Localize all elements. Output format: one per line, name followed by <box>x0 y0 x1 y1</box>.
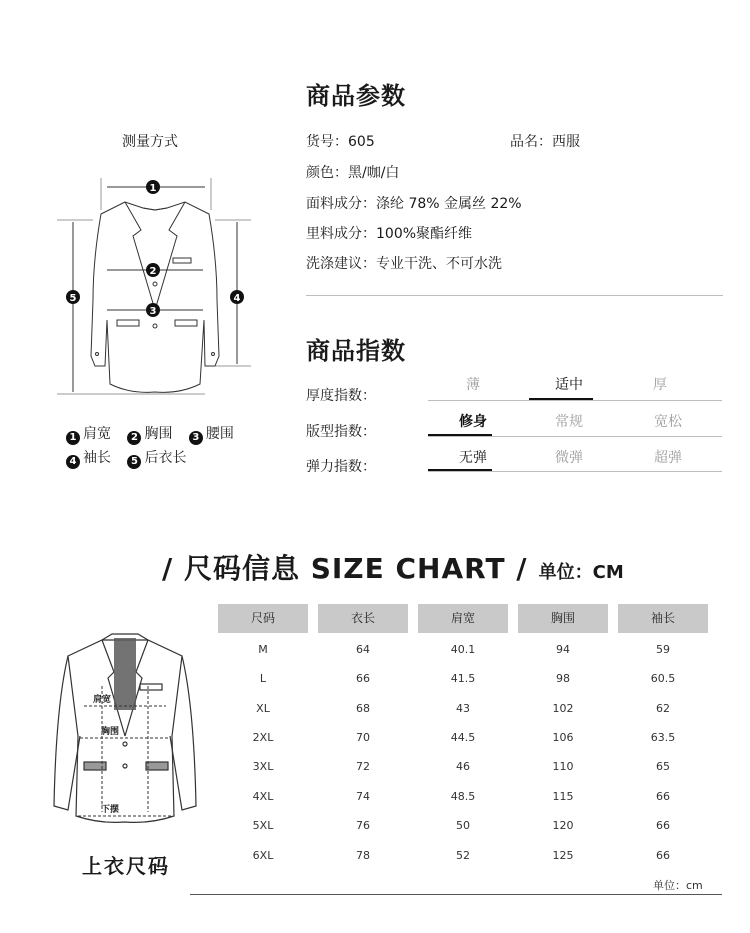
table-cell: 120 <box>552 819 574 832</box>
legend-label: 腰围 <box>205 426 234 442</box>
table-cell: 50 <box>456 819 470 832</box>
legend-item <box>189 426 234 442</box>
table-cell: 66 <box>656 819 670 832</box>
table-cell: 66 <box>356 672 370 685</box>
table-cell: 64 <box>356 643 370 656</box>
diagram-label-shoulder: 肩宽 <box>92 695 112 705</box>
table-header: 胸围 <box>518 604 608 633</box>
size-chart-unit: 单位：CM <box>538 562 624 583</box>
diagram-num-4: 4 <box>233 293 241 304</box>
table-unit-note: 单位：cm <box>653 879 703 892</box>
table-header: 衣长 <box>318 604 408 633</box>
table-cell: 115 <box>552 790 574 803</box>
table-cell: 68 <box>356 702 370 715</box>
legend-num: 3 <box>189 431 203 445</box>
table-cell: 48.5 <box>450 790 476 803</box>
table-cell: 44.5 <box>450 731 476 744</box>
legend-label: 胸围 <box>144 426 173 442</box>
table-cell: 70 <box>356 731 370 744</box>
index-divider <box>428 400 722 401</box>
legend-item <box>127 450 186 466</box>
table-cell: 78 <box>356 849 370 862</box>
diagram-num-1: 1 <box>149 183 157 194</box>
param-color <box>306 162 399 182</box>
table-cell: 4XL <box>252 790 274 803</box>
param-label: 颜色： <box>306 165 348 181</box>
index-label-elasticity: 弹力指数： <box>306 459 376 475</box>
index-option: 常规 <box>555 414 583 430</box>
legend-item <box>127 426 172 442</box>
table-cell: 62 <box>656 702 670 715</box>
index-option: 宽松 <box>654 414 682 430</box>
legend-num: 1 <box>66 431 80 445</box>
table-cell: 2XL <box>252 731 274 744</box>
table-cell: M <box>258 643 268 656</box>
table-cell: 110 <box>552 760 574 773</box>
table-cell: 52 <box>456 849 470 862</box>
table-cell: 59 <box>656 643 670 656</box>
param-sku <box>306 131 375 151</box>
table-cell: 5XL <box>252 819 274 832</box>
param-label: 品名： <box>510 134 552 150</box>
diagram-num-2: 2 <box>149 266 157 277</box>
table-cell: 102 <box>552 702 574 715</box>
param-label: 里料成分： <box>306 226 376 242</box>
params-title: 商品参数 <box>306 82 406 110</box>
upper-suit-diagram <box>50 626 200 826</box>
param-label: 货号： <box>306 134 348 150</box>
table-cell: L <box>259 672 267 685</box>
param-lining <box>306 223 472 243</box>
legend-item <box>66 426 111 442</box>
param-label: 面料成分： <box>306 196 376 212</box>
measure-legend-row1 <box>66 423 246 445</box>
table-cell: 72 <box>356 760 370 773</box>
upper-size-label: 上衣尺码 <box>82 854 170 878</box>
legend-num: 4 <box>66 455 80 469</box>
param-name <box>510 131 580 151</box>
diagram-label-chest: 胸围 <box>100 727 120 737</box>
diagram-num-5: 5 <box>69 293 77 304</box>
index-option-selected: 修身 <box>459 414 487 430</box>
table-cell: 65 <box>656 760 670 773</box>
table-cell: 41.5 <box>450 672 476 685</box>
table-cell: 63.5 <box>650 731 676 744</box>
legend-label: 后衣长 <box>144 450 187 466</box>
param-value: 涤纶 78% 金属丝 22% <box>376 196 522 212</box>
indices-title: 商品指数 <box>306 337 406 365</box>
diagram-num-3: 3 <box>149 306 157 317</box>
table-header: 肩宽 <box>418 604 508 633</box>
params-divider <box>306 295 723 296</box>
table-cell: 43 <box>456 702 470 715</box>
table-cell: 46 <box>456 760 470 773</box>
index-option: 厚 <box>653 377 667 393</box>
table-cell: 94 <box>556 643 570 656</box>
table-cell: 40.1 <box>450 643 476 656</box>
table-cell: 125 <box>552 849 574 862</box>
param-value: 黑/咖/白 <box>348 165 400 181</box>
table-cell: 66 <box>656 849 670 862</box>
index-option: 微弹 <box>555 450 583 466</box>
index-option: 超弹 <box>654 450 682 466</box>
legend-label: 肩宽 <box>83 426 111 442</box>
param-wash <box>306 253 502 273</box>
table-cell: 6XL <box>252 849 274 862</box>
legend-num: 2 <box>127 431 141 445</box>
param-value: 605 <box>348 134 375 150</box>
table-cell: 76 <box>356 819 370 832</box>
diagram-label-hem: 下摆 <box>100 805 120 815</box>
index-label-thickness: 厚度指数： <box>306 388 376 404</box>
measure-title: 测量方式 <box>122 134 178 150</box>
param-value: 100%聚酯纤维 <box>376 226 473 242</box>
legend-item <box>66 450 111 466</box>
size-chart-heading <box>162 547 624 587</box>
param-value: 西服 <box>552 134 580 150</box>
index-divider <box>428 436 722 437</box>
index-divider <box>428 471 722 472</box>
table-cell: XL <box>256 702 270 715</box>
table-cell: 98 <box>556 672 570 685</box>
param-label: 洗涤建议： <box>306 256 376 272</box>
table-cell: 60.5 <box>650 672 676 685</box>
measure-legend-row2 <box>66 447 198 469</box>
table-bottom-rule <box>190 894 722 895</box>
table-cell: 66 <box>656 790 670 803</box>
index-label-fit: 版型指数： <box>306 424 376 440</box>
table-cell: 106 <box>552 731 574 744</box>
legend-num: 5 <box>127 455 141 469</box>
suit-measure-diagram <box>55 170 265 400</box>
table-cell: 74 <box>356 790 370 803</box>
table-header: 袖长 <box>618 604 708 633</box>
param-fabric <box>306 193 522 213</box>
legend-label: 袖长 <box>83 450 111 466</box>
param-value: 专业干洗、不可水洗 <box>376 256 502 272</box>
index-option: 薄 <box>466 377 480 393</box>
table-cell: 3XL <box>252 760 274 773</box>
index-option-selected: 无弹 <box>459 450 487 466</box>
size-chart-title: / 尺码信息 SIZE CHART / <box>162 552 528 585</box>
table-header: 尺码 <box>218 604 308 633</box>
index-option-selected: 适中 <box>555 377 583 393</box>
